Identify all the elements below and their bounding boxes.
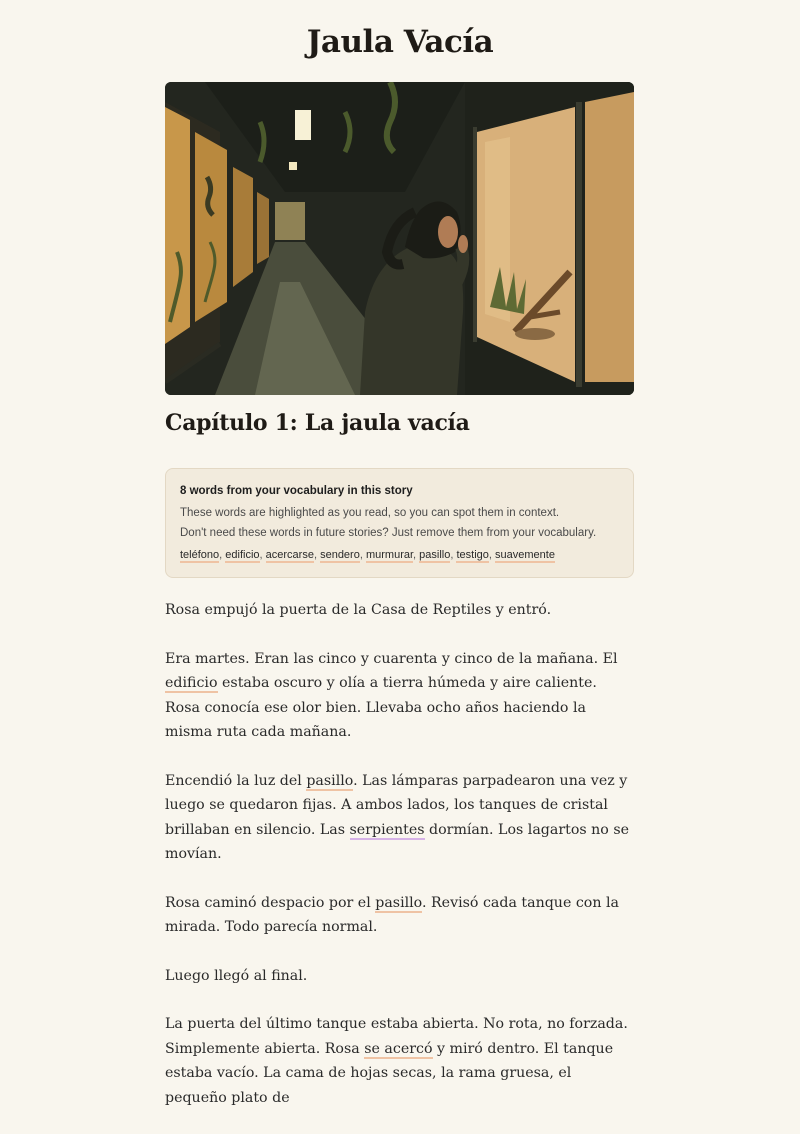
chapter-illustration (165, 82, 634, 395)
highlighted-word[interactable]: pasillo (375, 894, 422, 911)
highlighted-word[interactable]: se acercó (364, 1040, 433, 1057)
story-text-segment: Rosa caminó despacio por el (165, 894, 376, 911)
story-text-segment: . Las lámparas parpadearon una vez y luego se quedaron fijas. A ambos lados, los tanques de cristal brillaban en silencio. Las (165, 772, 628, 838)
vocab-word[interactable]: sendero (320, 549, 360, 561)
story-text-segment: y miró dentro. El tanque estaba vacío. La cama de hojas secas, la rama gruesa, el pequeño plato de (165, 1040, 614, 1106)
vocab-word[interactable]: murmurar (365, 549, 414, 561)
word-separator: , (488, 549, 492, 561)
vocab-word[interactable]: acercarse (265, 549, 314, 561)
story-paragraph (165, 769, 635, 867)
vocabulary-notice (165, 468, 634, 578)
vocabulary-notice-description: These words are highlighted as you read, so you can spot them in context. (180, 507, 560, 519)
vocab-word[interactable]: suavemente (495, 549, 555, 561)
vocab-word[interactable]: teléfono (180, 549, 220, 561)
vocabulary-notice-remove-hint: Don't need these words in future stories? Just remove them from your vocabulary. (180, 527, 597, 539)
story-text-segment: La puerta del último tanque estaba abierta. No rota, no forzada. Simplemente abierta. Rosa (165, 1016, 628, 1057)
book-title: Jaula Vacía (306, 24, 494, 60)
highlighted-word[interactable]: pasillo (306, 772, 354, 789)
vocab-word[interactable]: edificio (225, 549, 260, 561)
story-text-segment: dormían. Los lagartos no se movían. (165, 821, 630, 862)
story-paragraph (165, 647, 635, 745)
vocabulary-word-list (180, 546, 619, 564)
story-paragraph (165, 1012, 635, 1110)
highlighted-new-word[interactable]: serpientes (349, 821, 425, 838)
story-text-segment: Era martes. Eran las cinco y cuarenta y cinco de la mañana. El (165, 650, 618, 667)
word-separator: , (413, 549, 417, 561)
vocab-word[interactable]: testigo (456, 549, 489, 561)
story-text-segment: . Revisó cada tanque con la mirada. Todo parecía normal. (165, 894, 619, 935)
story-paragraph: Rosa empujó la puerta de la Casa de Reptiles y entró. (165, 602, 552, 618)
word-separator: , (450, 549, 454, 561)
vocabulary-notice-heading: 8 words from your vocabulary in this story (180, 485, 413, 497)
story-paragraph: Luego llegó al final. (165, 967, 308, 984)
word-separator: , (359, 549, 363, 561)
word-separator: , (219, 549, 223, 561)
word-separator: , (313, 549, 318, 561)
chapter-title: Capítulo 1: La jaula vacía (165, 410, 470, 436)
story-text-segment: Encendió la luz del (165, 772, 307, 789)
word-separator: , (259, 549, 263, 561)
highlighted-word[interactable]: edificio (165, 675, 218, 691)
story-text (165, 598, 635, 1134)
story-text-segment: estaba oscuro y olía a tierra húmeda y aire caliente. Rosa conocía ese olor bien. Llevaba ocho años haciendo la misma ruta cada mañana. (165, 675, 597, 740)
story-paragraph (165, 891, 635, 940)
vocab-word[interactable]: pasillo (419, 549, 451, 561)
